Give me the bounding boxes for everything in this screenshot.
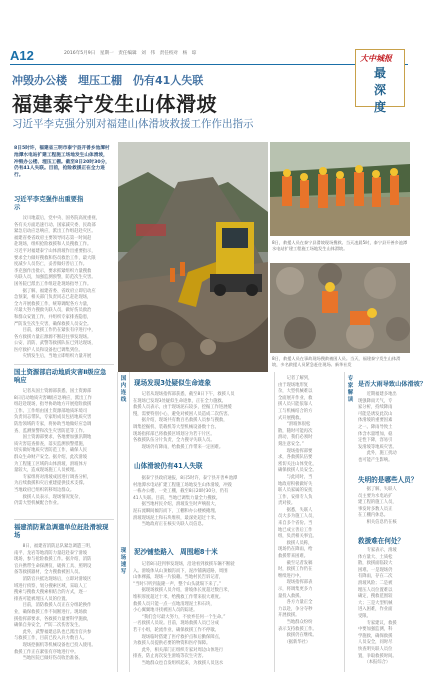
body-text-block: 近期福建多地出 现强降雨天气，专 家分析，持续降雨 可能是诱发此次山 体滑坡的重要因素 之一。降雨导致土 体含水量增加，稳 定性下降，容易引 发滑坡等地质灾害。 此外，施工扰动 也可能产生影响。 (358, 392, 397, 463)
side-tag-left-text: 国内连线 (120, 376, 127, 403)
photo-caption-top: 8日，救援人员在泰宁县滑坡现场搜救。当天凌晨5时，泰宁县开善乡池潭水电站扩建工程施工场地发生山体滑坡。 (272, 240, 408, 252)
headline: 福建泰宁发生山体滑坡 (12, 92, 217, 116)
section-label-text: 最深度 (373, 66, 386, 114)
section-brand-box (355, 49, 405, 114)
body-text-block: 记者从国土资源部获悉，国土资源部 8日启动地质灾害Ⅱ级应急响应，派出工作 组赶赴现场，指导协助地方开展抢险救援 工作。工作组由国土资源部地质环境司 负责同志带队，专家组成员包括地质灾害 防治领域的专家，将协助当地做好应急调 查、监测预警和次生灾害防范等工作。 国土资源部要求，各地要加强汛期地 质灾害巡查排查，落实监测预警措施， 切实做好地质灾害防范工作，确保人民 群众生命财产安全。据介绍，此次滑坡 为工程施工区域的山体滑坡，滑坡体方 量较大，造成现场施工人员被埋。 专家组将对滑坡成因进行调查分析， 为后续救援和灾后重建提供技术支撑。 当地政府已组织转移周边群众。 救援人员表示，现场情况复杂， 仍需大型机械配合作业。 (14, 389, 92, 507)
body-text-block: 记者了解到， 由于现场地形复 杂，大型机械难以 全面展开作业，救 援人员只能依靠人 工与机械结合的方 式开展搜救。 “滑坡体很松 散，随时可能再次 滑动，我们必须时 刻注意安全。” 现场指挥部要 求，各救援队伍要 密切关注山体变化， 确保救援人员安全。 与此同时，当 地政府积极做好失 联人员家属的安抚 工作，安排专人负 责对接。 据悉，失联人 员大多为施工人员， 来自多个省份。当 地已成立善后工作 组，负责相关事宜。 救援人员称， 现场仍在降雨，给 救援带来困难。 截至记者发稿 时，救援工作仍在 继续进行中。 现场指挥部表 示，将调集更多力 量投入救援。 各方力量正全 力以赴，争分夺秒 开展救援。 当地群众纷纷 表示支持救援工作。 救援仍在继续。 （据新华社） (278, 376, 317, 645)
section-title-1: 习近平李克强作出重要指示 (14, 196, 84, 211)
body-text-block: 8日，福建省消防总队紧急调遣三明、 南平、龙岩等地消防力量赶赴泰宁滑坡 现场，参与抢险救援工作。据介绍，消防 官兵携带生命探测仪、破拆工具、照明设 备等救援器材，全力搜救被困人员。 消防官兵抵达现场后，立即对滑坡区 域进行侦察，划分搜索区域，采取人工 搜索与搜救犬搜索相结合的方式，逐一 排查可能被埋压人员的位置。 目前，消防救援人员正在分组轮换作 业，确保救援工作不间断进行。现场救 援指挥部要求，各救援力量要科学施救， 确保自身安全，严防二次伤害发生。 此外，武警福建总队也已派出官兵参 与救援工作，目前已投入兵力数百人。 现场挖掘机等机械设备也已投入使用。 救援工作正在紧张有序地进行中。 当地医院已做好伤员收治准备。 (14, 544, 96, 662)
side-tag-mid (119, 548, 128, 576)
body-text-block: 专家表示，滑坡 体方量大、土质松 散，救援面临较大 困难。一是现场仍 有降雨，存在二次 滑坡风险；二是被 埋压人员位置难以 确定，搜救范围较 大；三是大型机械 进入困难，作业面 受限。 专家建议，救援 中要加强监测，科 学施救，确保救援 人员安全，同时尽 快查明失联人员位 置，争取救援时间。 （本报综合） (358, 548, 397, 666)
column-rule (129, 372, 130, 672)
section-label (356, 65, 404, 116)
dateline: 2016年5月9日 星期一 责任编辑 刘 伟 责任校对 杨 琼 (64, 51, 197, 56)
body-text-block: 据了解，失联人 员主要为水电站扩 建工程的施工人员， 事发时多数人员正 在工棚内休息。 相关信息仍在核 (358, 487, 397, 525)
section-title-3: 福建消防紧急调遣单位赶赴滑坡现场 (14, 524, 109, 539)
header-rule (10, 64, 408, 65)
photo-landslide-excavator (118, 142, 268, 372)
question-1: 是否大雨导致山体滑坡？ (358, 381, 426, 388)
subheadline: 习近平李克强分别对福建山体滑坡救援工作作出指示 (12, 118, 254, 130)
body-text-block: 据泰宁县政府通报，8日5时许，泰宁县开善乡池潭 村池潭水电站扩建工程施工场地发生山体滑坡，冲毁 一栋办公楼、一处工棚，截至8日20时30分，仍有 41人失联。目前，当地已调集力量全力搜救。 据当地村民介绍，滑坡发生时声响很大， 泥石流瞬间倾泻而下，工棚和办公楼被掩埋。 滑坡现场泥土和石块堆积，最深处超过十米。 当地政府正在核实失联人员信息。 (133, 476, 238, 528)
rescue-team-illustration (270, 142, 410, 236)
lede-paragraph (14, 146, 110, 190)
side-tag-right (346, 376, 355, 404)
side-tag-left (119, 376, 128, 404)
lede-text: 8日5时许，福建省三明市泰宁县开善乡池潭村池潭水电站扩建工程施工场地发生山体滑坡，冲毁办公楼、埋压工棚。截至8日20时30分，仍有41人失联。目前，抢险救援正在全力进行。 (14, 146, 110, 179)
section-divider (14, 519, 114, 520)
page-header (0, 0, 415, 70)
section-title-5: 山体滑坡仍有41人失联 (134, 462, 203, 470)
side-tag-right-text: 专家解读 (347, 376, 354, 403)
kicker: 冲毁办公楼 埋压工棚 仍有41人失联 (12, 74, 204, 87)
photo-rubble-search (270, 263, 410, 353)
body-text-block: 记者8日赶到事发现场，沿途看到救援车辆不断驶 入。滑坡体从山顶倾泻而下，泥沙铺满道路，周围 山体裸露，现场一片狼藉。当地村民告诉记者， “当时只听到轰隆一声，整个山头就塌下来了。” 据现场救援人员介绍，滑坡体长度超过数百米， 堆积厚度超过十米，给搜救工作带来很大难度。 救援人员只能一点一点地清理泥土和石块， 小心翼翼地寻找被困人员的踪迹。 “我们会尽最大努力，不放弃任何一个生命。” 一名救援人员说。目前，现场救援人员已分成 若干小组，轮流作业，确保救援工作不停歇。 现场临时搭建了医疗救护点和后勤保障点， 为救援人员提供必要的物资和医疗保障。 此外，相关部门正组织专家对周边山体进行 排查，防止再次发生滑坡等次生灾害。 当地群众也自发组织起来，为救援人员送水 (133, 562, 235, 666)
section-title-2: 国土资源部启动地质灾害Ⅱ级应急响应 (14, 369, 107, 384)
body-text-block: 记者从现场指挥部获悉，截至8日下午，救援人员 在现场已发现3处疑似生命迹象，正在全力施救。 救援人员表示，由于现场泥石较多，挖掘工作进展缓 慢，需要特别小心，避免对被困人员造成二次伤害。 据介绍，现场共有数百名救援人员参与搜救， 调集挖掘机、装载机等大型机械设备数十台。 现场指挥部已将救援区域划分为若干片区。 各救援队伍分片负责，全力搜寻失联人员。 现场仍有降雨，给救援工作带来一定困难。 (133, 392, 235, 450)
photo-caption-bottom: 8日，救援人员在事故现场搜救被困人员。当天，福建泰宁发生山体滑坡，多名救援人员紧急赶往现场。新华社发 (272, 356, 401, 368)
question-2: 失明的是哪些人员？ (358, 476, 418, 484)
column-rule (344, 372, 345, 672)
photo-rescue-team (270, 142, 410, 236)
side-tag-mid-text: 现场速写 (120, 548, 127, 575)
body-text-block: 汶川地震后，党中央、国务院高度重视， 各有关方面迅速行动。国家减灾委、民政部 紧急启动应急响应，派出工作组赶赴灾区。 福建省委省政府主要领导同志第一时间赶 赴现场，组织抢险救援和人员搜救工作。 习近平对福建泰宁山体滑坡作出重要指示， 要求全力做好搜救和伤员救治工作，最大限 度减少人员伤亡，妥善做好善后工作。 李克强作出批示，要求抓紧组织力量搜救 失联人员，加强监测预警，防范次生灾害。 国务院已派出工作组赶赴现场指导工作。 据了解，福建省委、省政府立即启动应 急预案，相关部门负责同志已赶赴现场， 全力开展救援工作，统筹调配各方力量， 尽最大努力搜救失联人员，做好伤员救治 和群众安置工作，并组织专家排查隐患， 严防发生次生灾害，确保救援人员安全。 目前，救援工作仍在紧张有序进行中， 各方救援力量正源源不断赶往事发现场。 公安、消防、武警等救援队伍已到达现场， 医疗救护人员和设备也已调集到位。 灾情发生后，当地立即组织力量开展 (14, 216, 100, 360)
column-rule (117, 372, 118, 672)
rubble-search-illustration (270, 263, 410, 353)
column-rule (274, 372, 275, 672)
question-3: 救援难在何处？ (358, 537, 405, 545)
section-title-6: 泥沙铺垫路入 周围超8十米 (134, 548, 218, 556)
landslide-photo-illustration (118, 142, 268, 372)
page-number: A12 (10, 48, 34, 63)
section-divider (14, 364, 114, 365)
brand-logo: 大中城报 (360, 53, 392, 63)
section-title-4: 现场发现3处疑似生命迹象 (134, 379, 212, 387)
